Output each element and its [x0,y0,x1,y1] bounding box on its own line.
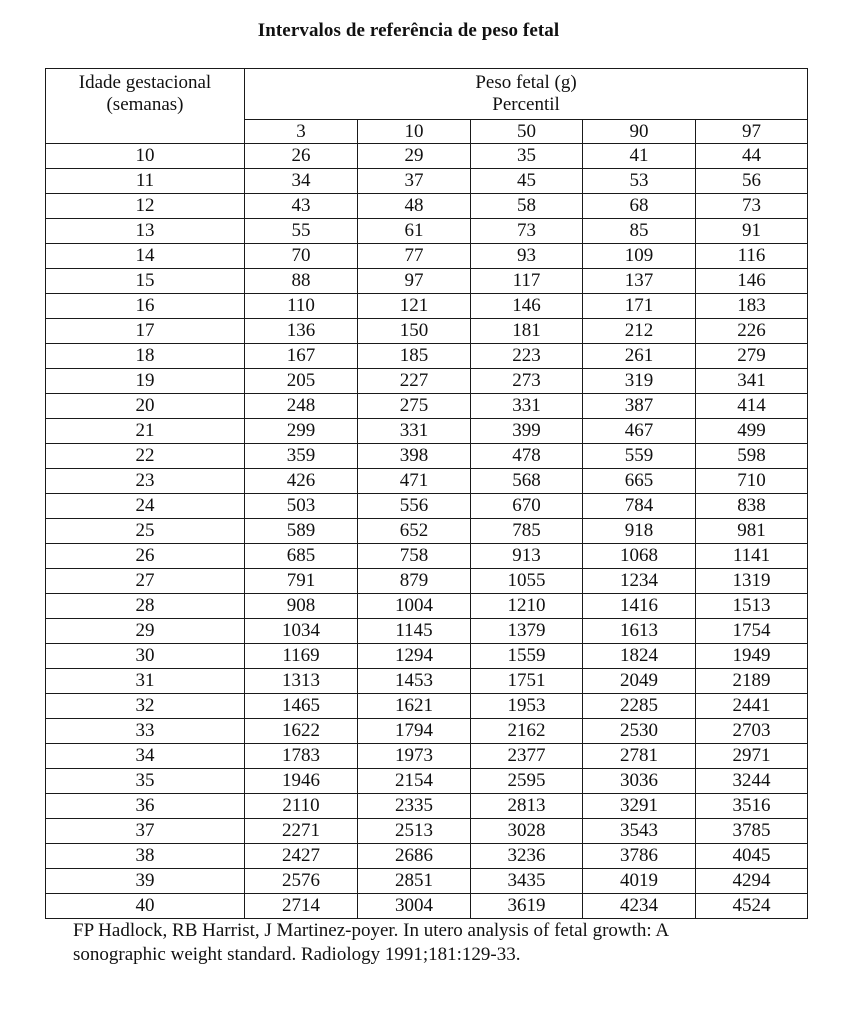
p90-cell: 665 [583,469,696,494]
week-cell: 33 [46,719,245,744]
week-cell: 28 [46,594,245,619]
table-row [46,669,808,694]
week-cell: 37 [46,819,245,844]
p90-cell: 918 [583,519,696,544]
week-cell: 16 [46,294,245,319]
p10-cell: 2851 [358,869,471,894]
p3-cell: 43 [245,194,358,219]
p10-cell: 150 [358,319,471,344]
p90-cell: 2049 [583,669,696,694]
week-cell: 20 [46,394,245,419]
p50-cell: 913 [471,544,583,569]
table-row [46,319,808,344]
p3-cell: 2271 [245,819,358,844]
p97-cell: 44 [696,144,808,169]
p97-cell: 2441 [696,694,808,719]
p3-cell: 1465 [245,694,358,719]
p3-cell: 2110 [245,794,358,819]
p97-cell: 2189 [696,669,808,694]
week-cell: 18 [46,344,245,369]
p10-cell: 1453 [358,669,471,694]
p90-cell: 171 [583,294,696,319]
week-cell: 13 [46,219,245,244]
p10-cell: 77 [358,244,471,269]
p10-cell: 185 [358,344,471,369]
week-cell: 17 [46,319,245,344]
p10-cell: 97 [358,269,471,294]
table-row [46,244,808,269]
p90-cell: 559 [583,444,696,469]
table-row [46,344,808,369]
p90-cell: 387 [583,394,696,419]
p3-cell: 26 [245,144,358,169]
p50-cell: 568 [471,469,583,494]
p97-cell: 4294 [696,869,808,894]
p3-cell: 167 [245,344,358,369]
table-row [46,794,808,819]
week-cell: 10 [46,144,245,169]
p50-cell: 670 [471,494,583,519]
p50-cell: 785 [471,519,583,544]
p90-cell: 467 [583,419,696,444]
p3-cell: 110 [245,294,358,319]
week-cell: 14 [46,244,245,269]
table-row [46,269,808,294]
week-cell: 35 [46,769,245,794]
p90-cell: 2530 [583,719,696,744]
table-row [46,494,808,519]
p10-cell: 652 [358,519,471,544]
p10-cell: 1973 [358,744,471,769]
week-cell: 29 [46,619,245,644]
week-cell: 40 [46,894,245,919]
p3-cell: 685 [245,544,358,569]
p3-cell: 88 [245,269,358,294]
week-cell: 12 [46,194,245,219]
p10-cell: 227 [358,369,471,394]
p3-cell: 70 [245,244,358,269]
p90-cell: 1068 [583,544,696,569]
week-cell: 11 [46,169,245,194]
p50-cell: 117 [471,269,583,294]
percentile-header-p10: 10 [358,120,471,144]
table-row [46,219,808,244]
p50-cell: 1751 [471,669,583,694]
week-cell: 38 [46,844,245,869]
week-cell: 36 [46,794,245,819]
p97-cell: 414 [696,394,808,419]
source-citation [73,919,793,967]
p50-cell: 146 [471,294,583,319]
p90-cell: 212 [583,319,696,344]
p3-cell: 2576 [245,869,358,894]
fetal-weight-label: Peso fetal (g) [475,72,577,93]
p97-cell: 2971 [696,744,808,769]
p50-cell: 1379 [471,619,583,644]
p50-cell: 1055 [471,569,583,594]
gestational-age-unit: (semanas) [106,94,184,115]
table-row [46,894,808,919]
p3-cell: 791 [245,569,358,594]
p90-cell: 85 [583,219,696,244]
p10-cell: 758 [358,544,471,569]
p3-cell: 55 [245,219,358,244]
p10-cell: 48 [358,194,471,219]
p10-cell: 121 [358,294,471,319]
p10-cell: 331 [358,419,471,444]
table-row [46,769,808,794]
table-row [46,144,808,169]
p10-cell: 275 [358,394,471,419]
table-row [46,169,808,194]
percentile-header-p97: 97 [696,120,808,144]
p3-cell: 1622 [245,719,358,744]
week-cell: 32 [46,694,245,719]
p97-cell: 838 [696,494,808,519]
p3-cell: 1169 [245,644,358,669]
percentile-label: Percentil [492,94,560,115]
week-cell: 34 [46,744,245,769]
p10-cell: 2686 [358,844,471,869]
p3-cell: 136 [245,319,358,344]
p97-cell: 226 [696,319,808,344]
p97-cell: 4524 [696,894,808,919]
p3-cell: 2714 [245,894,358,919]
p97-cell: 116 [696,244,808,269]
p3-cell: 1783 [245,744,358,769]
p97-cell: 598 [696,444,808,469]
p97-cell: 4045 [696,844,808,869]
gestational-age-label: Idade gestacional [78,72,212,93]
p3-cell: 589 [245,519,358,544]
p90-cell: 3543 [583,819,696,844]
p90-cell: 41 [583,144,696,169]
fetal-weight-table [45,68,808,919]
percentile-header-p90: 90 [583,120,696,144]
p50-cell: 93 [471,244,583,269]
table-row [46,369,808,394]
p97-cell: 1754 [696,619,808,644]
p97-cell: 91 [696,219,808,244]
p3-cell: 1034 [245,619,358,644]
p97-cell: 1319 [696,569,808,594]
p97-cell: 3244 [696,769,808,794]
p97-cell: 3785 [696,819,808,844]
p3-cell: 426 [245,469,358,494]
p10-cell: 556 [358,494,471,519]
table-row [46,294,808,319]
p97-cell: 3516 [696,794,808,819]
table-row [46,469,808,494]
p10-cell: 29 [358,144,471,169]
week-cell: 19 [46,369,245,394]
p50-cell: 58 [471,194,583,219]
p10-cell: 2513 [358,819,471,844]
p50-cell: 35 [471,144,583,169]
p3-cell: 248 [245,394,358,419]
p10-cell: 61 [358,219,471,244]
p10-cell: 879 [358,569,471,594]
table-row [46,194,808,219]
p90-cell: 53 [583,169,696,194]
p90-cell: 1416 [583,594,696,619]
citation-line-2: sonographic weight standard. Radiology 1991;181:129-33. [73,944,521,965]
week-cell: 15 [46,269,245,294]
p97-cell: 1513 [696,594,808,619]
p97-cell: 1141 [696,544,808,569]
p3-cell: 205 [245,369,358,394]
table-row [46,544,808,569]
p97-cell: 1949 [696,644,808,669]
p10-cell: 2335 [358,794,471,819]
p97-cell: 2703 [696,719,808,744]
p50-cell: 3619 [471,894,583,919]
p97-cell: 981 [696,519,808,544]
p10-cell: 1294 [358,644,471,669]
p50-cell: 2162 [471,719,583,744]
p50-cell: 223 [471,344,583,369]
p10-cell: 37 [358,169,471,194]
p90-cell: 2285 [583,694,696,719]
p90-cell: 261 [583,344,696,369]
table-row [46,719,808,744]
table-row [46,869,808,894]
week-cell: 39 [46,869,245,894]
gestational-age-header [46,69,245,144]
p3-cell: 34 [245,169,358,194]
p3-cell: 2427 [245,844,358,869]
percentile-header-p3: 3 [245,120,358,144]
p90-cell: 68 [583,194,696,219]
table-row [46,644,808,669]
p90-cell: 3786 [583,844,696,869]
table-row [46,594,808,619]
p90-cell: 109 [583,244,696,269]
week-cell: 30 [46,644,245,669]
p50-cell: 331 [471,394,583,419]
p3-cell: 1313 [245,669,358,694]
p50-cell: 3028 [471,819,583,844]
table-row [46,619,808,644]
citation-line-1: FP Hadlock, RB Harrist, J Martinez-poyer. In utero analysis of fetal growth: A [73,920,670,941]
p97-cell: 499 [696,419,808,444]
p50-cell: 73 [471,219,583,244]
p50-cell: 1953 [471,694,583,719]
percentile-header-p50: 50 [471,120,583,144]
p90-cell: 137 [583,269,696,294]
week-cell: 27 [46,569,245,594]
p97-cell: 279 [696,344,808,369]
p3-cell: 1946 [245,769,358,794]
table-row [46,844,808,869]
p50-cell: 478 [471,444,583,469]
p10-cell: 1145 [358,619,471,644]
p50-cell: 3236 [471,844,583,869]
p90-cell: 2781 [583,744,696,769]
p10-cell: 471 [358,469,471,494]
p50-cell: 2595 [471,769,583,794]
table-row [46,519,808,544]
p50-cell: 2377 [471,744,583,769]
p10-cell: 398 [358,444,471,469]
p90-cell: 3291 [583,794,696,819]
p90-cell: 1824 [583,644,696,669]
p97-cell: 56 [696,169,808,194]
p90-cell: 3036 [583,769,696,794]
fetal-weight-header [245,69,808,120]
page-title: Intervalos de referência de peso fetal [257,20,560,41]
p97-cell: 183 [696,294,808,319]
p97-cell: 73 [696,194,808,219]
table-body [46,144,808,919]
week-cell: 22 [46,444,245,469]
p90-cell: 319 [583,369,696,394]
table-row [46,419,808,444]
week-cell: 24 [46,494,245,519]
p50-cell: 2813 [471,794,583,819]
p90-cell: 4019 [583,869,696,894]
table-row [46,444,808,469]
p90-cell: 1234 [583,569,696,594]
p50-cell: 399 [471,419,583,444]
table-row [46,694,808,719]
week-cell: 23 [46,469,245,494]
p90-cell: 784 [583,494,696,519]
p3-cell: 908 [245,594,358,619]
p50-cell: 3435 [471,869,583,894]
p10-cell: 1621 [358,694,471,719]
p50-cell: 181 [471,319,583,344]
p97-cell: 710 [696,469,808,494]
table-row [46,394,808,419]
p97-cell: 341 [696,369,808,394]
week-cell: 25 [46,519,245,544]
week-cell: 21 [46,419,245,444]
table-row [46,744,808,769]
week-cell: 26 [46,544,245,569]
p3-cell: 359 [245,444,358,469]
p90-cell: 4234 [583,894,696,919]
p10-cell: 1004 [358,594,471,619]
table-row [46,819,808,844]
p50-cell: 45 [471,169,583,194]
p10-cell: 1794 [358,719,471,744]
p50-cell: 1559 [471,644,583,669]
p10-cell: 2154 [358,769,471,794]
p50-cell: 273 [471,369,583,394]
p10-cell: 3004 [358,894,471,919]
p90-cell: 1613 [583,619,696,644]
p3-cell: 299 [245,419,358,444]
p97-cell: 146 [696,269,808,294]
p3-cell: 503 [245,494,358,519]
week-cell: 31 [46,669,245,694]
p50-cell: 1210 [471,594,583,619]
table-row [46,569,808,594]
